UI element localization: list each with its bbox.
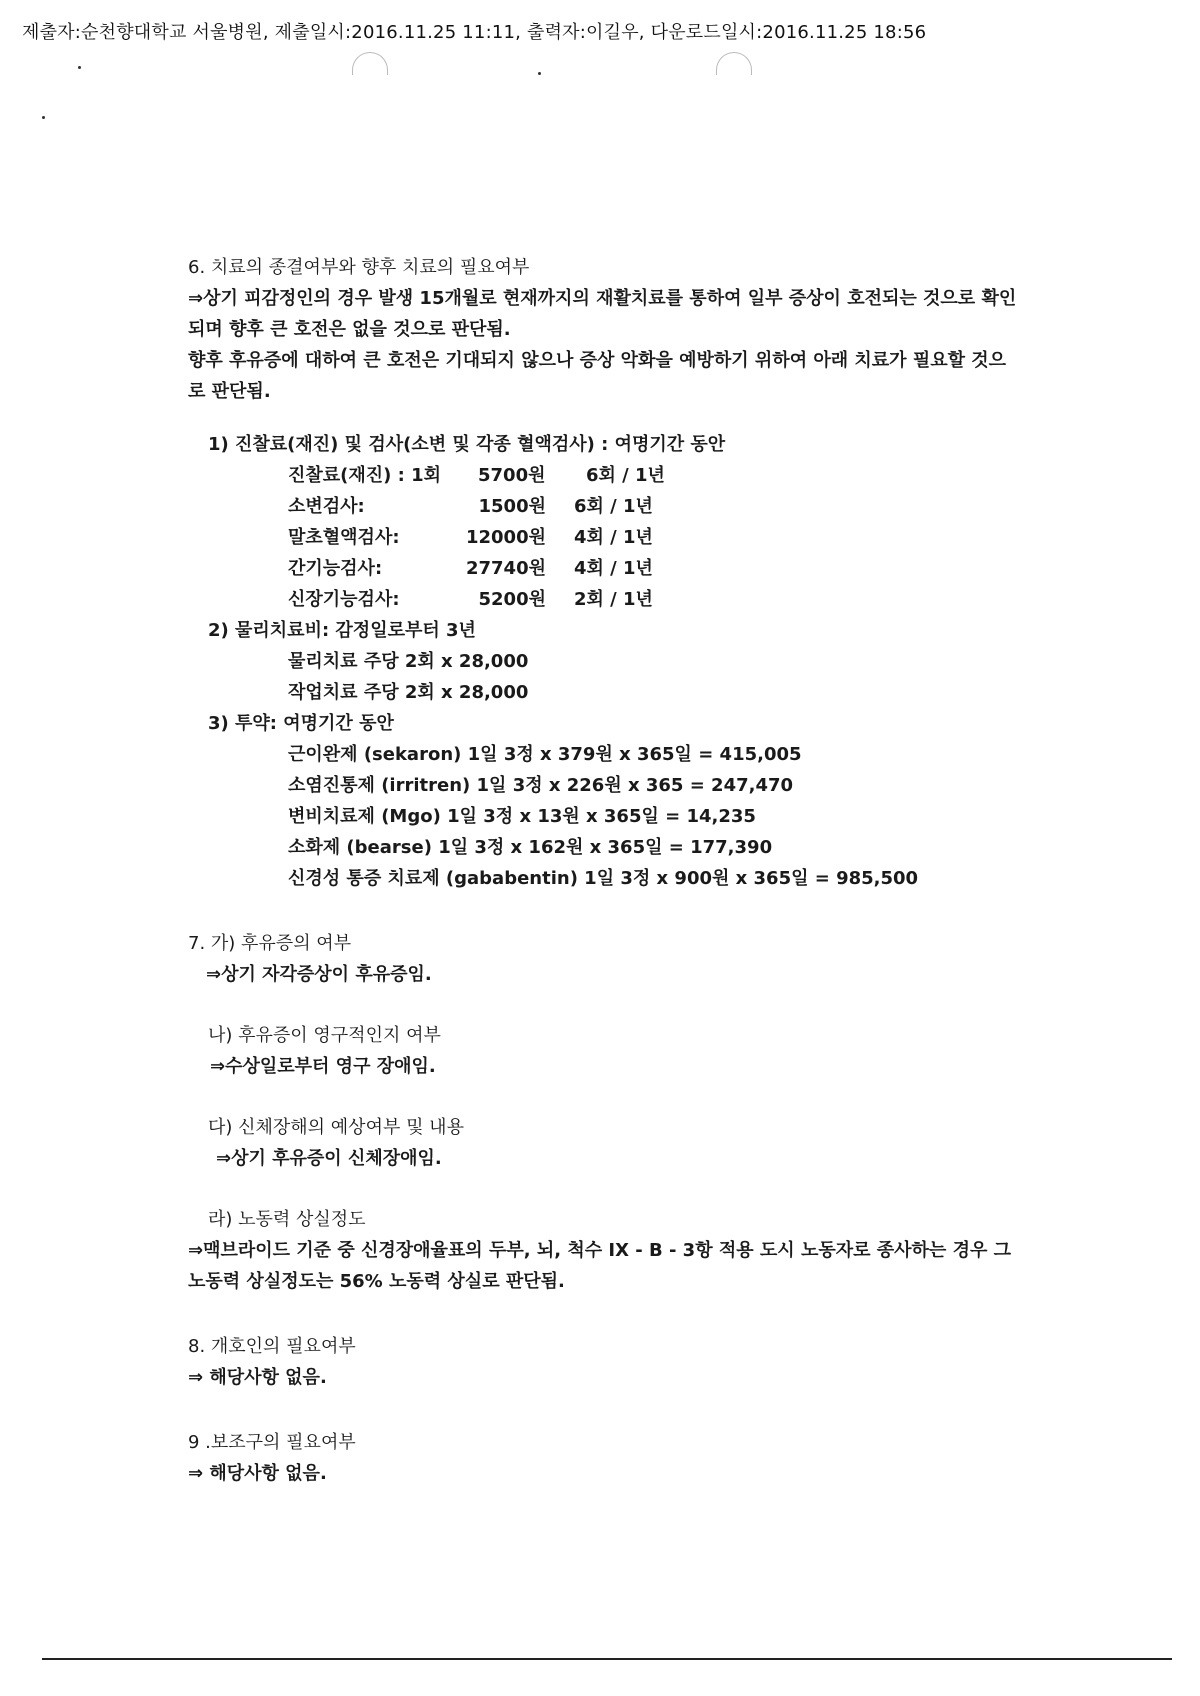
- section-7b-answer: ⇒수상일로부터 영구 장애임.: [210, 1056, 436, 1077]
- exam-price: 5200원: [478, 589, 546, 610]
- exam-row: [288, 460, 1018, 491]
- section-7b-title: 나) 후유증이 영구적인지 여부: [208, 1025, 441, 1046]
- section-7d: [188, 1204, 1018, 1297]
- section-6-paragraph-2: 향후 후유증에 대하여 큰 호전은 기대되지 않으나 증상 악화을 예방하기 위하여 아래 치료가 필요할 것으로 판단됨.: [188, 350, 1007, 402]
- section-7a-title: 7. 가) 후유증의 여부: [188, 933, 352, 954]
- exam-name: 말초혈액검사:: [288, 527, 400, 548]
- item-1-title: 1) 진찰료(재진) 및 검사(소변 및 각종 혈액검사) : 여명기간 동안: [208, 434, 726, 455]
- document-body: [188, 252, 1018, 1523]
- section-7c-answer: ⇒상기 후유증이 신체장애임.: [216, 1148, 442, 1169]
- exam-row: [288, 491, 1018, 522]
- medication-row: 소화제 (bearse) 1일 3정 x 162원 x 365일 = 177,390: [288, 837, 773, 858]
- scan-speck: [78, 66, 81, 69]
- section-6-paragraph-1: ⇒상기 피감정인의 경우 발생 15개월로 현재까지의 재활치료를 통하여 일부 증상이 호전되는 것으로 확인되며 향후 큰 호전은 없을 것으로 판단됨.: [188, 288, 1017, 340]
- section-8-answer: ⇒ 해당사항 없음.: [188, 1367, 327, 1388]
- exam-frequency: 6회 / 1년: [574, 496, 653, 517]
- section-7c-title: 다) 신체장해의 예상여부 및 내용: [208, 1117, 464, 1138]
- medication-row: 소염진통제 (irritren) 1일 3정 x 226원 x 365 = 247,470: [288, 775, 794, 796]
- footer-rule: [42, 1658, 1172, 1660]
- section-6: [188, 252, 1018, 894]
- exam-frequency: 6회 / 1년: [586, 465, 665, 486]
- exam-name: 소변검사:: [288, 496, 365, 517]
- exam-price: 27740원: [465, 558, 546, 579]
- exam-frequency: 4회 / 1년: [574, 527, 653, 548]
- section-7a: [188, 928, 1018, 990]
- exam-row: [288, 522, 1018, 553]
- item-2: [188, 615, 1018, 708]
- section-6-title: 6. 치료의 종결여부와 향후 치료의 필요여부: [188, 257, 530, 278]
- item-2-title: 2) 물리치료비: 감정일로부터 3년: [208, 620, 476, 641]
- section-9: [188, 1427, 1018, 1489]
- section-7d-answer: ⇒맥브라이드 기준 중 신경장애율표의 두부, 뇌, 척수 IX - B - 3항 적용 도시 노동자로 종사하는 경우 그 노동력 상실정도는 56% 노동력 상실로 판단됨.: [188, 1240, 1012, 1292]
- item-3-title: 3) 투약: 여명기간 동안: [208, 713, 394, 734]
- medication-row: 근이완제 (sekaron) 1일 3정 x 379원 x 365일 = 415,005: [288, 744, 802, 765]
- punch-hole-mark: [352, 52, 388, 75]
- exam-row: [288, 553, 1018, 584]
- scan-speck: [538, 72, 541, 75]
- exam-row: [288, 584, 1018, 615]
- section-7d-title: 라) 노동력 상실정도: [208, 1209, 366, 1230]
- therapy-row: 작업치료 주당 2회 x 28,000: [288, 682, 529, 703]
- medication-row: 변비치료제 (Mgo) 1일 3정 x 13원 x 365일 = 14,235: [288, 806, 756, 827]
- section-8-title: 8. 개호인의 필요여부: [188, 1336, 356, 1357]
- exam-name: 진찰료(재진) : 1회: [288, 465, 442, 486]
- section-9-answer: ⇒ 해당사항 없음.: [188, 1463, 327, 1484]
- exam-name: 신장기능검사:: [288, 589, 400, 610]
- medication-row: 신경성 통증 치료제 (gababentin) 1일 3정 x 900원 x 365일 = 985,500: [288, 868, 919, 889]
- item-3: [188, 708, 1018, 894]
- section-7a-answer: ⇒상기 자각증상이 후유증임.: [206, 964, 432, 985]
- section-9-title: 9 .보조구의 필요여부: [188, 1432, 356, 1453]
- item-1: [188, 429, 1018, 615]
- fax-header: 제출자:순천향대학교 서울병원, 제출일시:2016.11.25 11:11, 출력자:이길우, 다운로드일시:2016.11.25 18:56: [22, 22, 927, 43]
- exam-name: 간기능검사:: [288, 558, 383, 579]
- exam-price: 12000원: [465, 527, 546, 548]
- exam-price: 1500원: [478, 496, 546, 517]
- exam-frequency: 2회 / 1년: [574, 589, 653, 610]
- exam-price: 5700원: [478, 465, 546, 486]
- section-7c: [188, 1112, 1018, 1174]
- punch-hole-mark: [716, 52, 752, 75]
- section-8: [188, 1331, 1018, 1393]
- scan-speck: [42, 116, 45, 119]
- section-7: [188, 928, 1018, 1297]
- section-7b: [188, 1020, 1018, 1082]
- therapy-row: 물리치료 주당 2회 x 28,000: [288, 651, 529, 672]
- exam-frequency: 4회 / 1년: [574, 558, 653, 579]
